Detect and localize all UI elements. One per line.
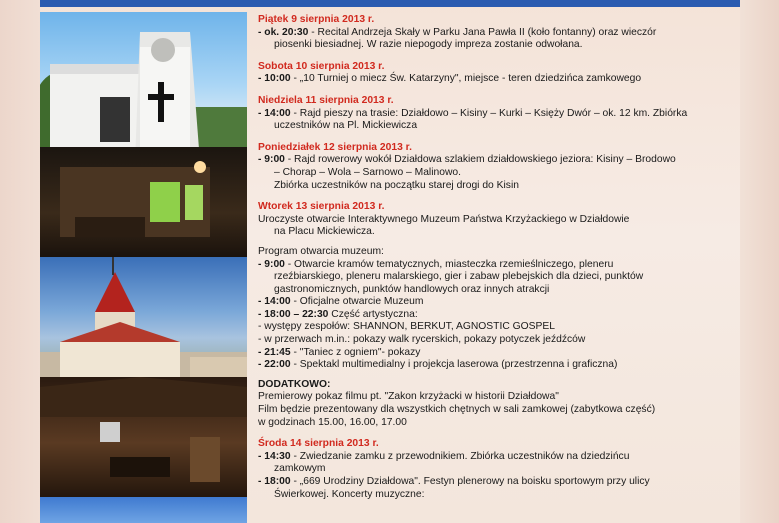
entry-text-line: Premierowy pokaz filmu pt. "Zakon krzyżacki w historii Działdowa" <box>258 391 559 403</box>
entry-continuation: rzeźbiarskiego, pleneru malarskiego, gier i zabaw plebejskich dla dzieci, punktów <box>274 271 644 283</box>
entry-time: - 18:00 <box>258 476 291 487</box>
photo-column <box>40 7 247 523</box>
schedule-entry <box>258 27 728 40</box>
entry-text: - „10 Turniej o miecz Św. Katarzyny", miejsce - teren dziedzińca zamkowego <box>290 73 642 85</box>
day-heading: Wtorek 13 sierpnia 2013 r. <box>258 201 385 213</box>
castle-hall-interior-photo <box>40 377 247 497</box>
entry-text: - Otwarcie kramów tematycznych, miasteczka rzemieślniczego, pleneru <box>284 258 614 270</box>
day-heading: Sobota 10 sierpnia 2013 r. <box>258 60 385 72</box>
entry-text: - Spektakl multimedialny i projekcja laserowa (przestrzenna i graficzna) <box>290 359 618 371</box>
schedule-entry <box>258 309 728 322</box>
entry-continuation: zamkowym <box>274 463 326 475</box>
day-heading: Poniedziałek 12 sierpnia 2013 r. <box>258 141 412 153</box>
entry-time: - 9:00 <box>258 258 285 270</box>
program-schedule <box>258 14 728 501</box>
entry-time: - 18:00 – 22:30 <box>258 308 329 320</box>
schedule-entry <box>258 296 728 309</box>
day-heading: Niedziela 11 sierpnia 2013 r. <box>258 94 394 106</box>
entry-text: - Recital Andrzeja Skały w Parku Jana Pawła II (koło fontanny) oraz wieczór <box>308 26 657 38</box>
entry-time: - ok. 20:30 <box>258 26 309 38</box>
entry-continuation: – Chorap – Wola – Sarnowo – Malinowo. <box>274 166 461 178</box>
top-blue-bar <box>40 0 740 7</box>
schedule-entry <box>258 359 728 372</box>
entry-text: - „669 Urodziny Działdowa". Festyn plenerowy na boisku sportowym przy ulicy <box>290 476 650 487</box>
sky-photo <box>40 497 247 523</box>
schedule-entry <box>258 347 728 360</box>
entry-text: Część artystyczna: <box>328 308 418 320</box>
entry-text: - Rajd rowerowy wokół Działdowa szlakiem działdowskiego jeziora: Kisiny – Brodowo <box>284 154 676 166</box>
entry-text-line: Uroczyste otwarcie Interaktywnego Muzeum Państwa Krzyżackiego w Działdowie <box>258 213 630 225</box>
schedule-entry <box>258 451 728 464</box>
entry-continuation: Świerkowej. Koncerty muzyczne: <box>274 488 425 500</box>
entry-time: - 10:00 <box>258 73 291 85</box>
entry-continuation: gastronomicznych, punktów handlowych oraz innych atrakcji <box>274 283 550 295</box>
entry-time: - 9:00 <box>258 154 285 166</box>
entry-text: - Rajd pieszy na trasie: Działdowo – Kisiny – Kurki – Księży Dwór – ok. 12 km. Zbiórka <box>290 107 688 119</box>
entry-text-line: w godzinach 15.00, 16.00, 17.00 <box>258 416 407 428</box>
schedule-entry <box>258 476 728 489</box>
right-margin <box>740 0 779 523</box>
left-margin <box>0 0 40 523</box>
entry-text: - Oficjalne otwarcie Muzeum <box>290 296 424 308</box>
schedule-entry <box>258 154 728 167</box>
entry-text-line: Film będzie prezentowany dla wszystkich chętnych w sali zamkowej (zabytkowa część) <box>258 404 656 416</box>
schedule-entry <box>258 73 728 86</box>
program-subheading: Program otwarcia muzeum: <box>258 245 384 257</box>
entry-time: - 14:30 <box>258 450 291 462</box>
entry-continuation: uczestników na Pl. Mickiewicza <box>274 120 418 132</box>
entry-text: - Zwiedzanie zamku z przewodnikiem. Zbiórka uczestników na dziedzińcu <box>290 450 630 462</box>
town-hall-tower-photo <box>40 257 247 392</box>
entry-text: - "Taniec z ogniem"- pokazy <box>290 346 421 358</box>
entry-text-line: - występy zespołów: SHANNON, BERKUT, AGNOSTIC GOSPEL <box>258 321 555 333</box>
entry-continuation: piosenki biesiadnej. W razie niepogody impreza zostanie odwołana. <box>274 39 583 51</box>
entry-time: - 14:00 <box>258 107 291 119</box>
day-heading: Piątek 9 sierpnia 2013 r. <box>258 14 375 25</box>
schedule-entry <box>258 259 728 272</box>
schedule-entry <box>258 108 728 121</box>
extra-heading: DODATKOWO: <box>258 378 331 390</box>
entry-text-line: - w przerwach m.in.: pokazy walk rycerskich, pokazy potyczek jeźdźców <box>258 334 586 346</box>
day-heading: Środa 14 sierpnia 2013 r. <box>258 438 379 450</box>
entry-time: - 14:00 <box>258 296 291 308</box>
museum-interior-photo <box>40 147 247 257</box>
entry-time: - 21:45 <box>258 346 291 358</box>
entry-continuation: na Placu Mickiewicza. <box>274 226 375 238</box>
entry-time: - 22:00 <box>258 359 291 371</box>
entry-continuation: Zbiórka uczestników na początku starej drogi do Kisin <box>274 179 519 191</box>
